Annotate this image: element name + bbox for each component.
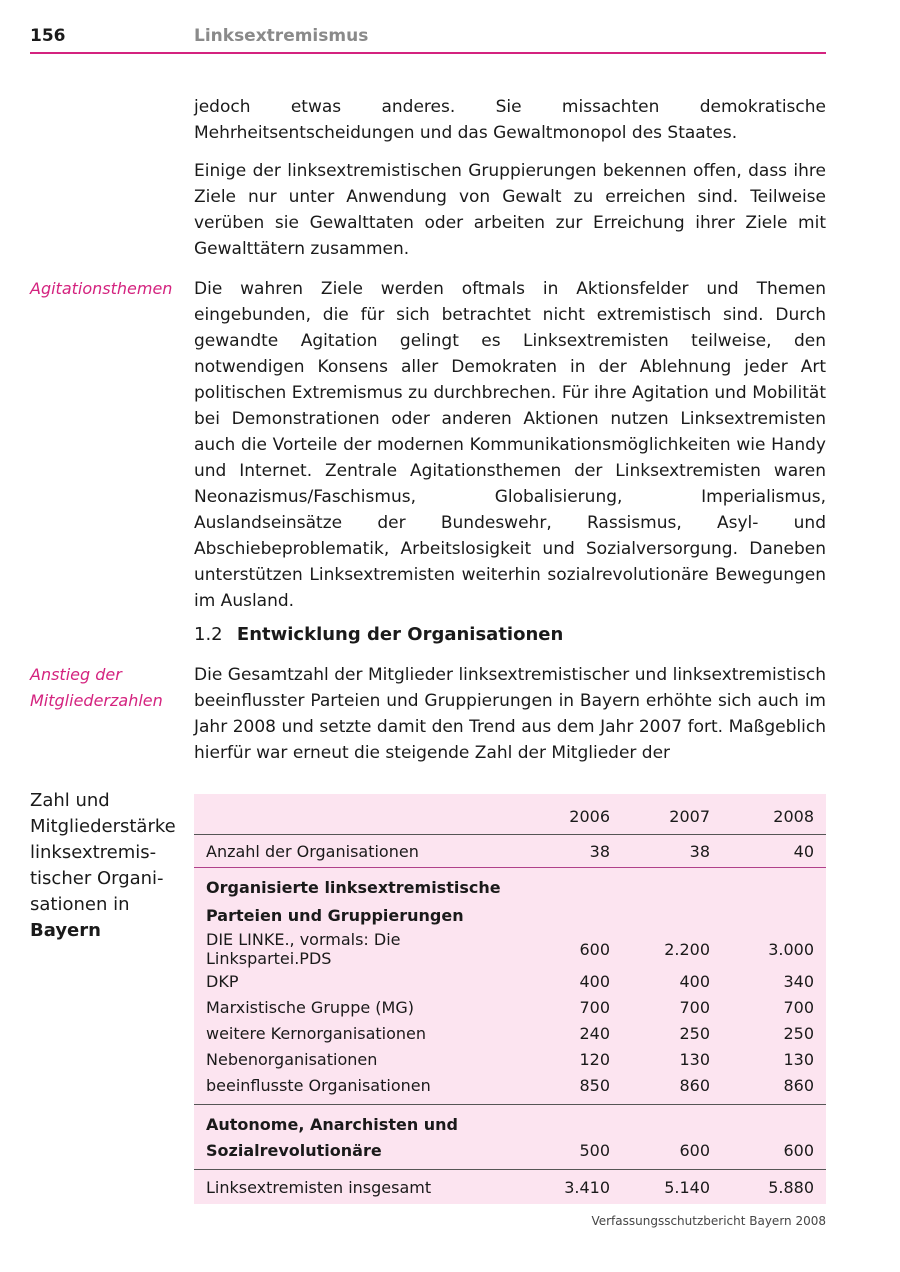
- row-label: Marxistische Gruppe (MG): [206, 997, 414, 1017]
- table-header-row: [194, 794, 826, 835]
- page-footer: Verfassungsschutzbericht Bayern 2008: [591, 1214, 826, 1228]
- row-label: DIE LINKE., vormals: Die Linkspartei.PDS: [206, 930, 401, 968]
- table-row: [194, 1020, 826, 1046]
- cell-value: 38: [622, 835, 722, 868]
- group-label: Autonome, Anarchisten und: [206, 1114, 459, 1134]
- cell-value: 400: [679, 971, 710, 991]
- side-note-line: Anstieg der: [30, 665, 122, 684]
- cell-value: 120: [579, 1049, 610, 1069]
- cell-value: 700: [783, 997, 814, 1017]
- year-header: 2006: [522, 794, 622, 835]
- table-row: [194, 1046, 826, 1072]
- cell-value: 500: [522, 1137, 622, 1170]
- group-label-row: [194, 868, 826, 901]
- cell-value: 3.000: [768, 939, 814, 959]
- group-label-row: [194, 1105, 826, 1138]
- group-label-row: [194, 900, 826, 930]
- cell-value: 850: [522, 1072, 622, 1105]
- year-header: 2008: [722, 794, 826, 835]
- cell-value: 130: [679, 1049, 710, 1069]
- paragraph-2: Einige der linksextremistischen Gruppierungen bekennen offen, dass ihre Ziele nur unter Anwendung von Gewalt zu erreichen sind. Teilweise verüben sie Gewalttaten oder arbeiten zur Erreichung ihrer Ziele mit Gewalttätern zusammen.: [194, 161, 826, 259]
- cell-value: 38: [522, 835, 622, 868]
- cell-value: 5.140: [664, 1177, 710, 1197]
- page-header: [30, 26, 826, 54]
- cell-value: 240: [579, 1023, 610, 1043]
- group-label: Organisierte linksextremistische: [206, 877, 501, 897]
- group-label: Parteien und Gruppierungen: [206, 905, 464, 925]
- page-number: 156: [30, 26, 66, 46]
- caption-line: Bayern: [30, 920, 101, 941]
- cell-value: 2.200: [664, 939, 710, 959]
- row-label: DKP: [206, 971, 239, 991]
- paragraph-4: Die Gesamtzahl der Mitglieder linksextremistischer und linksextremistisch beeinflusster Parteien und Gruppierungen in Bayern erhöhte sich auch im Jahr 2008 und setzte damit den Trend aus dem Jahr 2007 fort. Maßgeblich hierfür war erneut die steigende Zahl der Mitglieder der: [194, 665, 826, 763]
- side-note-member-rise: [30, 662, 180, 714]
- row-label: Nebenorganisationen: [206, 1049, 378, 1069]
- cell-value: 860: [722, 1072, 826, 1105]
- cell-value: 600: [622, 1137, 722, 1170]
- paragraph-1: jedoch etwas anderes. Sie missachten demokratische Mehrheitsentscheidungen und das Gewaltmonopol des Staates.: [194, 97, 826, 143]
- table-row-autonome: [194, 1137, 826, 1170]
- side-note-line: Mitgliederzahlen: [30, 691, 163, 710]
- cell-value: 250: [783, 1023, 814, 1043]
- table-caption: [30, 788, 190, 944]
- cell-value: 400: [579, 971, 610, 991]
- row-label: Linksextremisten insgesamt: [206, 1177, 432, 1197]
- caption-line: Mitgliederstärke: [30, 816, 176, 837]
- table-row: [194, 968, 826, 994]
- row-label: Anzahl der Organisationen: [194, 835, 522, 868]
- row-label: beeinflusste Organisationen: [194, 1072, 522, 1105]
- cell-value: 600: [579, 939, 610, 959]
- running-title: Linksextremismus: [194, 26, 369, 46]
- cell-value: 340: [783, 971, 814, 991]
- table-row-total: [194, 1170, 826, 1205]
- membership-table: [194, 794, 826, 1204]
- cell-value: 600: [722, 1137, 826, 1170]
- caption-line: tischer Organi-: [30, 868, 164, 889]
- side-note-agitation: Agitationsthemen: [30, 279, 173, 298]
- year-header: 2007: [622, 794, 722, 835]
- section-title: Entwicklung der Organisationen: [236, 624, 564, 645]
- table-row: [194, 1072, 826, 1105]
- cell-value: 860: [622, 1072, 722, 1105]
- table-row: [194, 930, 826, 968]
- paragraph-3: Die wahren Ziele werden oftmals in Aktionsfelder und Themen eingebunden, die für sich betrachtet nicht extremistisch sind. Durch gewandte Agitation gelingt es Linksextremisten teilweise, den notwendigen Konsens aller Demokraten in der Ablehnung jeder Art politischen Extremismus zu durchbrechen. Für ihre Agitation und Mobilität bei Demonstrationen oder anderen Aktionen nutzen Linksextremisten auch die Vorteile der modernen Kommunikationsmöglichkeiten wie Handy und Internet. Zentrale Agitationsthemen der Linksextremisten waren Neonazismus/Faschismus, Globalisierung, Imperialismus, Auslandseinsätze der Bundeswehr, Rassismus, Asyl- und Abschiebeproblematik, Arbeitslosigkeit und Sozialversorgung. Daneben unterstützen Linksextremisten weiterhin sozialrevolutionäre Bewegungen im Ausland.: [194, 279, 826, 611]
- table-row-org-count: [194, 835, 826, 868]
- caption-line: sationen in: [30, 894, 130, 915]
- row-label: weitere Kernorganisationen: [206, 1023, 427, 1043]
- cell-value: 250: [679, 1023, 710, 1043]
- caption-line: linksextremis-: [30, 842, 157, 863]
- cell-value: 40: [722, 835, 826, 868]
- group-label: Sozialrevolutionäre: [194, 1137, 522, 1170]
- cell-value: 700: [579, 997, 610, 1017]
- cell-value: 3.410: [564, 1177, 610, 1197]
- header-empty-cell: [194, 794, 522, 835]
- section-heading: [194, 622, 563, 648]
- table-row: [194, 994, 826, 1020]
- cell-value: 700: [679, 997, 710, 1017]
- cell-value: 130: [783, 1049, 814, 1069]
- section-number: 1.2: [194, 624, 223, 645]
- caption-line: Zahl und: [30, 790, 110, 811]
- cell-value: 5.880: [768, 1177, 814, 1197]
